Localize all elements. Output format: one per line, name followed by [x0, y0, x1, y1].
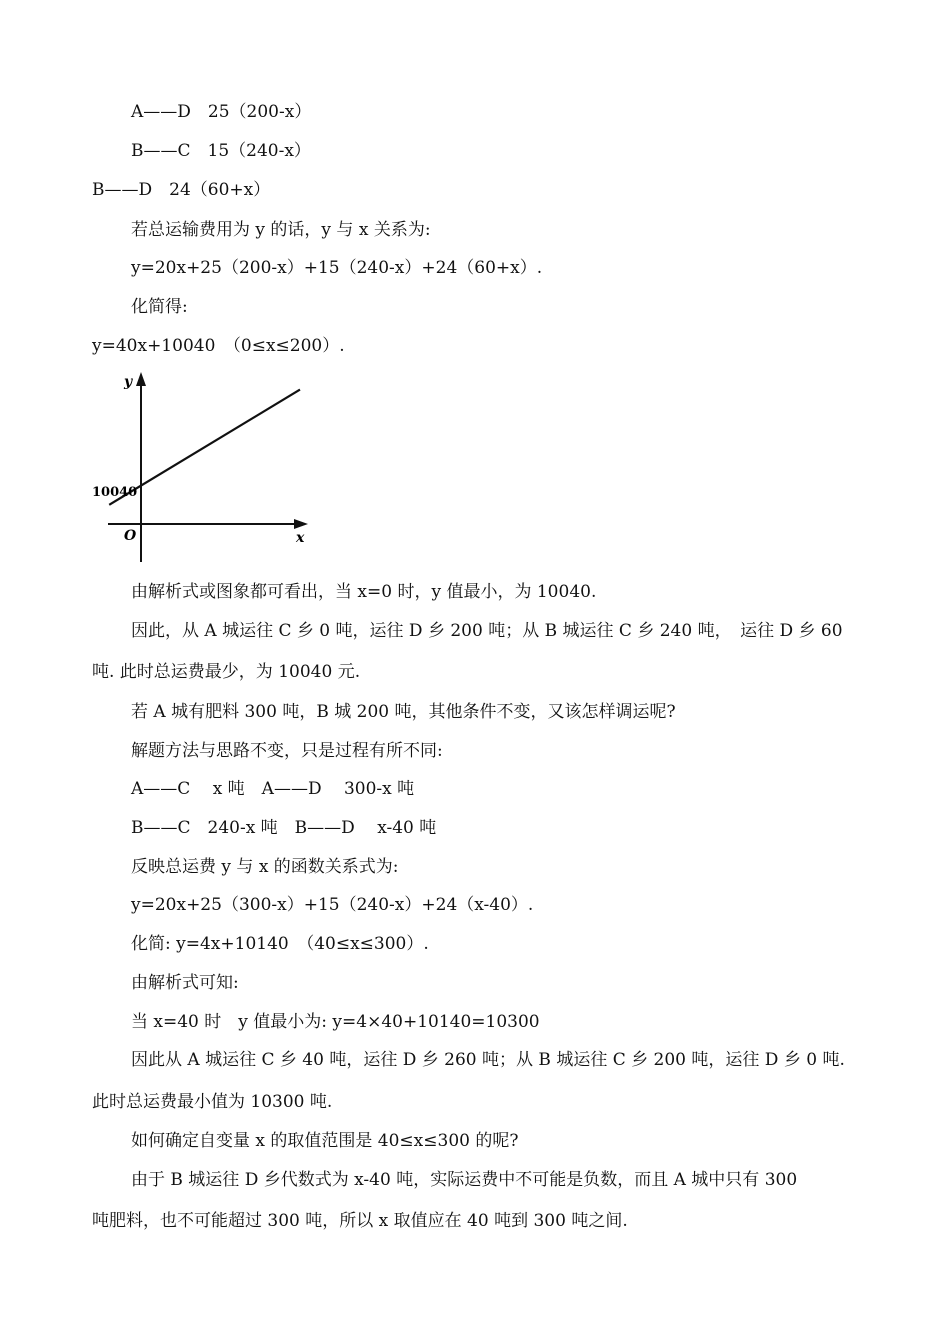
paragraph: 反映总运费 y 与 x 的函数关系式为: — [131, 857, 399, 877]
paragraph: 因此，从 A 城运往 C 乡 0 吨，运往 D 乡 200 吨；从 B 城运往 C 乡 240 吨， 运往 D 乡 60 — [131, 621, 843, 641]
equation-simplified: 化简: y=4x+10140 （40≤x≤300）. — [131, 934, 429, 954]
route-a-d: A——D 25（200-x） — [131, 102, 312, 122]
route-b-c: B——C 15（240-x） — [131, 141, 311, 161]
paragraph: 由解析式或图象都可看出，当 x=0 时，y 值最小，为 10040. — [131, 582, 597, 602]
paragraph: 若 A 城有肥料 300 吨，B 城 200 吨，其他条件不变，又该怎样调运呢? — [131, 702, 676, 722]
paragraph: 解题方法与思路不变，只是过程有所不同: — [131, 741, 443, 761]
paragraph: 吨肥料，也不可能超过 300 吨，所以 x 取值应在 40 吨到 300 吨之间. — [92, 1211, 628, 1231]
routes-line-2: B——C 240-x 吨 B——D x-40 吨 — [131, 818, 437, 838]
x-axis-label: x — [296, 530, 305, 546]
paragraph: 由于 B 城运往 D 乡代数式为 x-40 吨，实际运费中不可能是负数，而且 A 城中只有 300 — [131, 1170, 798, 1190]
y-axis-label: y — [124, 374, 133, 390]
equation-simplified: y=40x+10040 （0≤x≤200）. — [92, 336, 345, 356]
origin-label: O — [124, 528, 137, 544]
x-axis-arrow-icon — [294, 519, 308, 529]
intercept-label: 10040 — [92, 485, 138, 500]
paragraph: 因此从 A 城运往 C 乡 40 吨，运往 D 乡 260 吨；从 B 城运往 C 乡 200 吨，运往 D 乡 0 吨. — [131, 1050, 845, 1070]
paragraph: 如何确定自变量 x 的取值范围是 40≤x≤300 的呢? — [131, 1131, 519, 1151]
paragraph: 当 x=40 时 y 值最小为: y=4×40+10140=10300 — [131, 1012, 540, 1032]
equation: y=20x+25（200-x）+15（240-x）+24（60+x）. — [131, 258, 543, 278]
y-axis-arrow-icon — [136, 372, 146, 386]
paragraph: 由解析式可知: — [131, 973, 239, 993]
route-b-d: B——D 24（60+x） — [92, 180, 271, 200]
routes-line-1: A——C x 吨 A——D 300-x 吨 — [131, 779, 415, 799]
paragraph: 此时总运费最小值为 10300 吨. — [92, 1092, 333, 1112]
equation: y=20x+25（300-x）+15（240-x）+24（x-40）. — [131, 895, 534, 915]
paragraph: 化简得: — [131, 297, 188, 317]
function-graph — [88, 366, 318, 566]
paragraph: 吨. 此时总运费最少，为 10040 元. — [92, 662, 361, 682]
function-line — [109, 390, 300, 505]
paragraph: 若总运输费用为 y 的话，y 与 x 关系为: — [131, 220, 431, 240]
